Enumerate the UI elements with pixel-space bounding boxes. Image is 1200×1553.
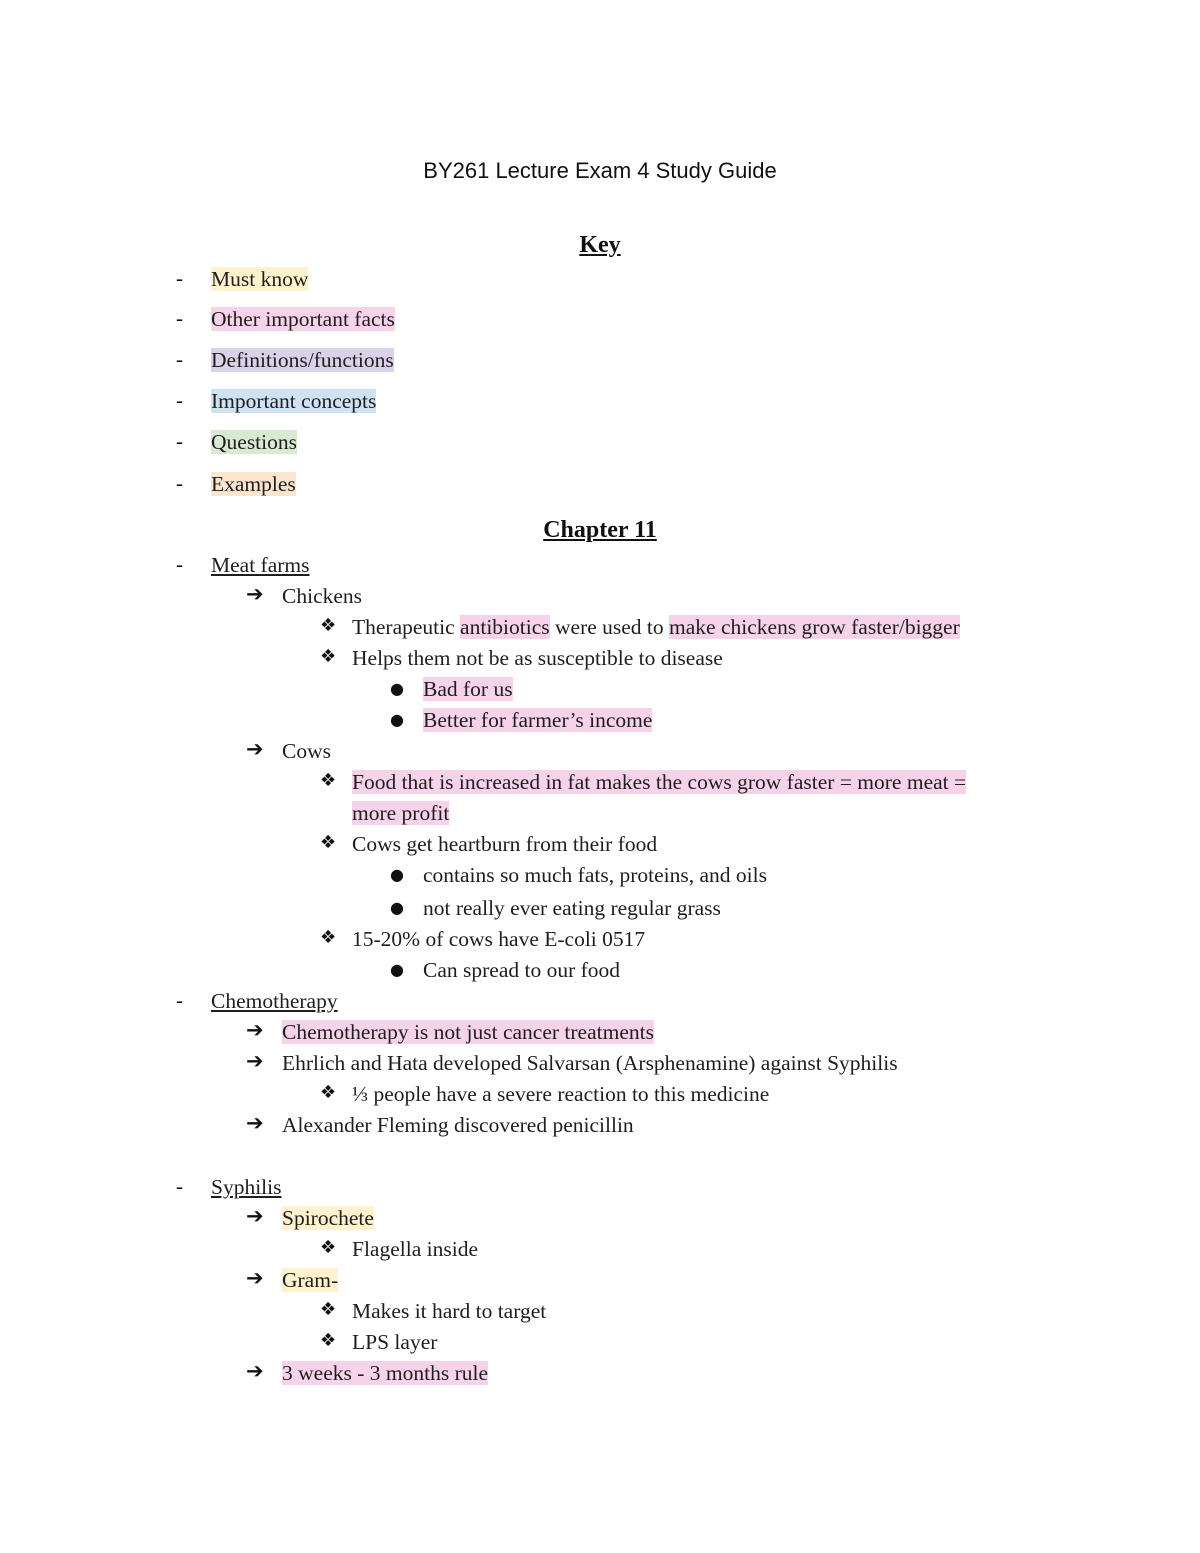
dash-icon: - bbox=[176, 429, 183, 453]
salvarsan-line: Ehrlich and Hata developed Salvarsan (Arsphenamine) against Syphilis bbox=[282, 1051, 898, 1075]
diamond-icon: ❖ bbox=[320, 1330, 337, 1351]
arrow-icon: ➔ bbox=[246, 1049, 264, 1073]
document-title: BY261 Lecture Exam 4 Study Guide bbox=[423, 158, 777, 183]
bullet-icon: ● bbox=[390, 710, 404, 729]
dash-icon: - bbox=[176, 266, 183, 290]
bullet-icon: ● bbox=[390, 960, 404, 979]
dash-icon: - bbox=[176, 552, 183, 576]
heartburn-line: Cows get heartburn from their food bbox=[352, 832, 658, 856]
key-item-examples: Examples bbox=[211, 472, 296, 496]
severe-reaction-line: ⅓ people have a severe reaction to this medicine bbox=[352, 1082, 770, 1106]
bullet-icon: ● bbox=[390, 898, 404, 917]
bullet-fats: contains so much fats, proteins, and oils bbox=[423, 863, 767, 887]
fleming-line: Alexander Fleming discovered penicillin bbox=[282, 1113, 634, 1137]
arrow-icon: ➔ bbox=[246, 1111, 264, 1135]
diamond-icon: ❖ bbox=[320, 927, 337, 948]
arrow-icon: ➔ bbox=[246, 1018, 264, 1042]
section-chemotherapy: Chemotherapy bbox=[211, 989, 338, 1013]
key-item-other-facts: Other important facts bbox=[211, 307, 395, 331]
arrow-icon: ➔ bbox=[246, 1359, 264, 1383]
dash-icon: - bbox=[176, 347, 183, 371]
dash-icon: - bbox=[176, 1174, 183, 1198]
section-syphilis: Syphilis bbox=[211, 1175, 282, 1199]
dash-icon: - bbox=[176, 988, 183, 1012]
bullet-icon: ● bbox=[390, 865, 404, 884]
diamond-icon: ❖ bbox=[320, 1082, 337, 1103]
dash-icon: - bbox=[176, 471, 183, 495]
antibiotics-line: Therapeutic antibiotics were used to make chickens grow faster/bigger bbox=[352, 615, 960, 639]
disease-line: Helps them not be as susceptible to disease bbox=[352, 646, 723, 670]
section-meat-farms: Meat farms bbox=[211, 553, 310, 577]
fat-line-2: more profit bbox=[352, 801, 450, 825]
rule-line: 3 weeks - 3 months rule bbox=[282, 1361, 489, 1385]
diamond-icon: ❖ bbox=[320, 832, 337, 853]
bullet-farmer-income: Better for farmer’s income bbox=[423, 708, 653, 732]
dash-icon: - bbox=[176, 388, 183, 412]
arrow-icon: ➔ bbox=[246, 1266, 264, 1290]
bullet-grass: not really ever eating regular grass bbox=[423, 896, 721, 920]
key-item-must-know: Must know bbox=[211, 267, 309, 291]
lps-layer-line: LPS layer bbox=[352, 1330, 438, 1354]
key-item-definitions: Definitions/functions bbox=[211, 348, 394, 372]
bullet-bad-for-us: Bad for us bbox=[423, 677, 513, 701]
arrow-icon: ➔ bbox=[246, 1204, 264, 1228]
diamond-icon: ❖ bbox=[320, 1237, 337, 1258]
diamond-icon: ❖ bbox=[320, 615, 337, 636]
bullet-icon: ● bbox=[390, 679, 404, 698]
key-item-concepts: Important concepts bbox=[211, 389, 377, 413]
diamond-icon: ❖ bbox=[320, 1299, 337, 1320]
hard-to-target-line: Makes it hard to target bbox=[352, 1299, 547, 1323]
subsection-cows: Cows bbox=[282, 739, 331, 763]
subsection-chickens: Chickens bbox=[282, 584, 363, 608]
dash-icon: - bbox=[176, 306, 183, 330]
arrow-icon: ➔ bbox=[246, 737, 264, 761]
chemo-not-cancer: Chemotherapy is not just cancer treatments bbox=[282, 1020, 654, 1044]
arrow-icon: ➔ bbox=[246, 582, 264, 606]
diamond-icon: ❖ bbox=[320, 646, 337, 667]
key-item-questions: Questions bbox=[211, 430, 297, 454]
diamond-icon: ❖ bbox=[320, 770, 337, 791]
gram-line: Gram- bbox=[282, 1268, 339, 1292]
key-heading: Key bbox=[579, 232, 621, 258]
ecoli-line: 15-20% of cows have E-coli 0517 bbox=[352, 927, 646, 951]
fat-line-1: Food that is increased in fat makes the cows grow faster = more meat = bbox=[352, 770, 967, 794]
bullet-spread: Can spread to our food bbox=[423, 958, 621, 982]
spirochete-line: Spirochete bbox=[282, 1206, 374, 1230]
flagella-line: Flagella inside bbox=[352, 1237, 478, 1261]
chapter-heading: Chapter 11 bbox=[543, 517, 657, 543]
